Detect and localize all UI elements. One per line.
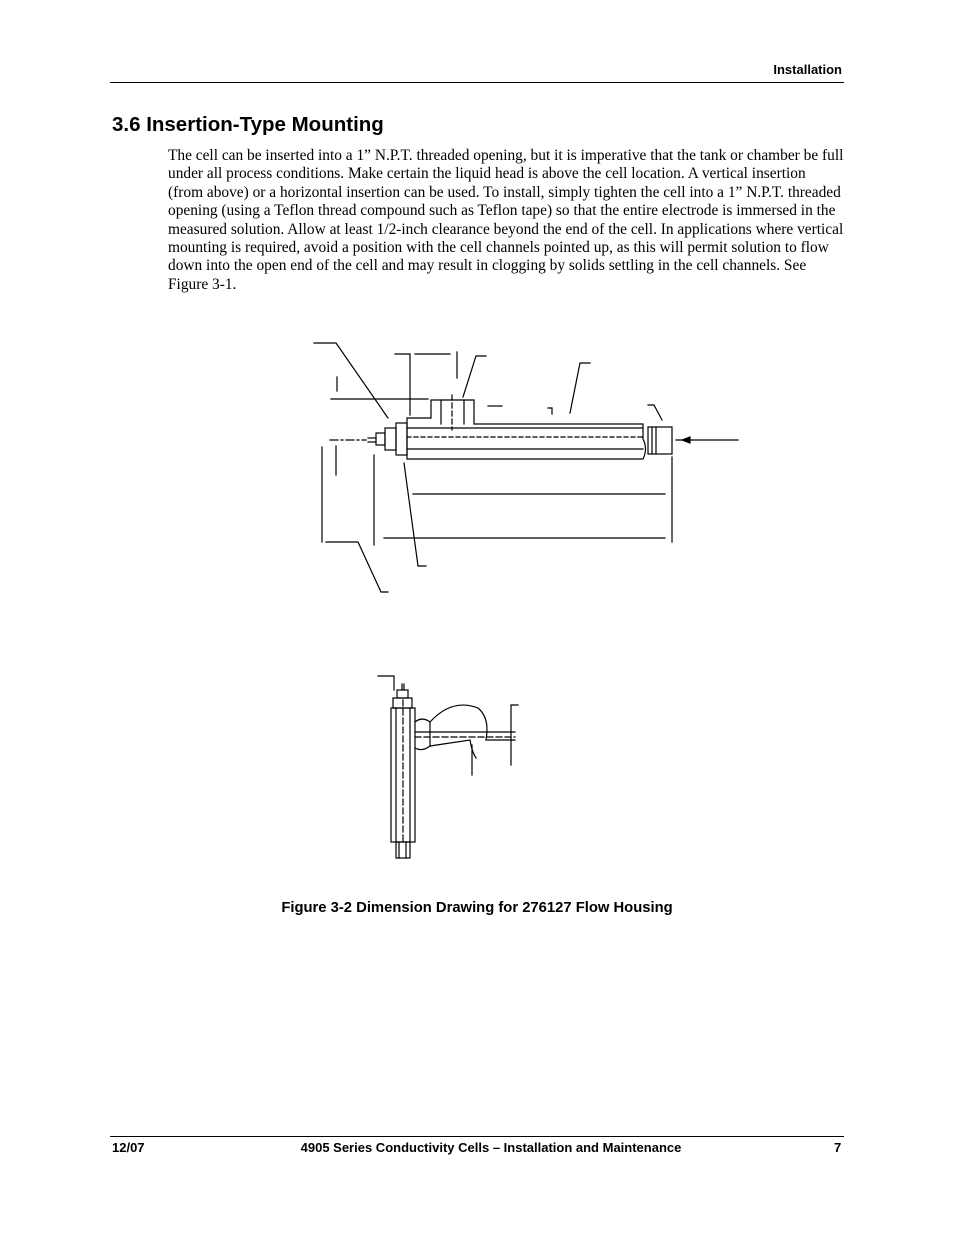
body-paragraph: The cell can be inserted into a 1” N.P.T. threaded opening, but it is imperative that the tank or chamber be full under all process conditions. Make certain the liquid head is above the cell location. A vertical insertion (from above) or a horizontal insertion can be used. To install, simply tighten the cell into a 1” N.P.T. threaded opening (using a Teflon thread compound such as Teflon tape) so that the entire electrode is immersed in the measured solution. Allow at least 1/2-inch clearance beyond the end of the cell. In applications where vertical mounting is required, avoid a position with the cell channels pointed up, as this will permit solution to flow down into the open end of the cell and may result in clogging by solids settling in the cell channels. See Figure 3-1. xyxy=(168,147,844,293)
vertical-end-fitting xyxy=(396,842,410,858)
footer-document-title: 4905 Series Conductivity Cells – Installation and Maintenance xyxy=(300,1140,682,1155)
footer-date: 12/07 xyxy=(112,1140,145,1155)
footer-divider xyxy=(110,1136,844,1137)
vertical-view xyxy=(378,676,518,858)
section-heading: 3.6 Insertion-Type Mounting xyxy=(112,113,384,136)
running-header: Installation xyxy=(773,62,842,77)
page-number: 7 xyxy=(834,1140,842,1155)
horizontal-view xyxy=(314,343,738,592)
electrode-nut xyxy=(396,423,407,455)
figure-caption: Figure 3-2 Dimension Drawing for 276127 Flow Housing xyxy=(281,900,673,916)
housing-body-outline xyxy=(407,400,646,459)
